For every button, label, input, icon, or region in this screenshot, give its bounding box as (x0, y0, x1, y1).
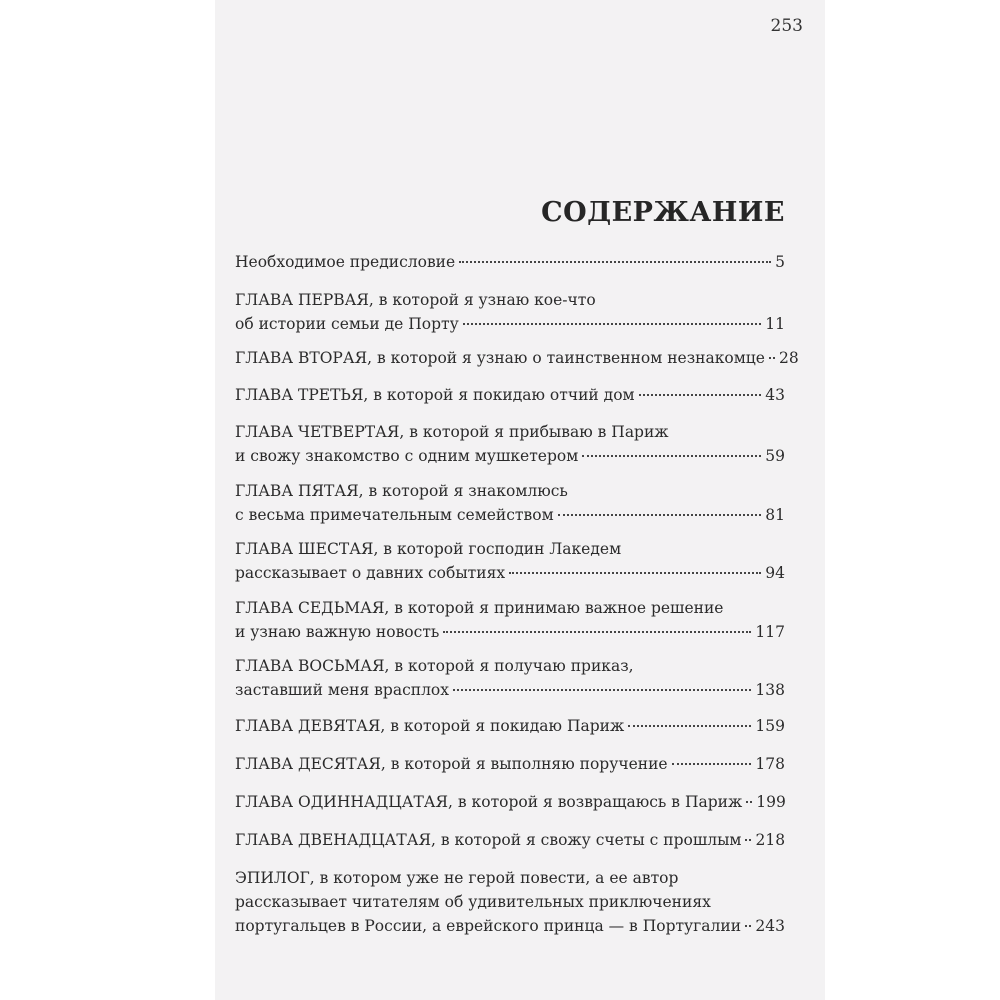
dot-leader (509, 572, 761, 574)
toc-entry[interactable] (235, 714, 785, 738)
toc-entry-line: Необходимое предисловие (235, 253, 456, 271)
toc-entry[interactable] (235, 288, 785, 336)
toc-entry[interactable] (235, 828, 785, 852)
toc-entry-line: рассказывает о давних событиях (235, 564, 506, 582)
toc-page-number: 159 (755, 717, 785, 735)
toc-entry-line: ГЛАВА ДВЕНАДЦАТАЯ, в которой я свожу счеты с прошлым (235, 831, 742, 849)
toc-entry-line: заставший меня врасплох (235, 681, 450, 699)
dot-leader (746, 801, 752, 803)
toc-page-number: 43 (765, 386, 785, 404)
toc-entry-line: ГЛАВА ОДИННАДЦАТАЯ, в которой я возвращаюсь в Париж (235, 793, 743, 811)
toc-entry-line: и свожу знакомство с одним мушкетером (235, 447, 579, 465)
toc-entry-line: с весьма примечательным семейством (235, 506, 554, 524)
dot-leader (745, 839, 751, 841)
toc-entry-line: ГЛАВА ПЕРВАЯ, в которой я узнаю кое-что (235, 291, 596, 309)
toc-entry[interactable] (235, 537, 785, 585)
dot-leader (463, 323, 762, 325)
toc-entry-line: рассказывает читателям об удивительных приключениях (235, 893, 711, 911)
toc-entry-line: и узнаю важную новость (235, 623, 440, 641)
dot-leader (558, 514, 762, 516)
toc-page-number: 28 (778, 349, 799, 367)
dot-leader (443, 631, 751, 633)
toc-title: СОДЕРЖАНИЕ (541, 197, 785, 228)
toc-entry-line: ГЛАВА ДЕВЯТАЯ, в которой я покидаю Париж (235, 717, 625, 735)
dot-leader (769, 357, 775, 359)
dot-leader (745, 925, 751, 927)
toc-entry[interactable] (235, 346, 799, 370)
toc-entry-line: об истории семьи де Порту (235, 315, 459, 333)
toc-entry-line: ГЛАВА ДЕСЯТАЯ, в которой я выполняю поручение (235, 755, 668, 773)
toc-page-number: 81 (765, 506, 785, 524)
dot-leader (672, 763, 752, 765)
page-number: 253 (770, 16, 803, 36)
toc-page-number: 218 (755, 831, 786, 849)
toc-entry-line: ГЛАВА ВТОРАЯ, в которой я узнаю о таинственном незнакомце (235, 349, 765, 367)
toc-entry-line: ГЛАВА ШЕСТАЯ, в которой господин Лакедем (235, 540, 622, 558)
toc-entry-line: португальцев в России, а еврейского принца — в Португалии (235, 917, 742, 935)
toc-page-number: 5 (775, 253, 785, 271)
toc-page-number: 243 (755, 917, 785, 935)
toc-entry-line: ЭПИЛОГ, в котором уже не герой повести, а ее автор (235, 869, 679, 887)
toc-page-number: 117 (755, 623, 785, 641)
dot-leader (459, 261, 771, 263)
toc-page-number: 199 (756, 793, 786, 811)
toc-entry[interactable] (235, 250, 785, 274)
toc-entry[interactable] (235, 420, 785, 468)
toc-entry[interactable] (235, 383, 785, 407)
toc-entry[interactable] (235, 479, 785, 527)
toc-page-number: 59 (765, 447, 785, 465)
toc-page-number: 178 (755, 755, 785, 773)
toc-entry[interactable] (235, 596, 785, 644)
toc-entry-line: ГЛАВА ПЯТАЯ, в которой я знакомлюсь (235, 482, 568, 500)
toc-entry[interactable] (235, 866, 785, 938)
toc-entry-line: ГЛАВА ВОСЬМАЯ, в которой я получаю приказ, (235, 657, 634, 675)
toc-entry[interactable] (235, 654, 785, 702)
toc-page-number: 94 (765, 564, 785, 582)
dot-leader (639, 394, 762, 396)
book-page (215, 0, 825, 1000)
dot-leader (453, 689, 751, 691)
toc-page-number: 11 (765, 315, 785, 333)
dot-leader (628, 725, 751, 727)
toc-entry-line: ГЛАВА ЧЕТВЕРТАЯ, в которой я прибываю в Париж (235, 423, 669, 441)
toc-entry[interactable] (235, 790, 785, 814)
toc-entry-line: ГЛАВА ТРЕТЬЯ, в которой я покидаю отчий дом (235, 386, 635, 404)
toc-page-number: 138 (755, 681, 785, 699)
dot-leader (582, 455, 761, 457)
toc-entry[interactable] (235, 752, 785, 776)
toc-entry-line: ГЛАВА СЕДЬМАЯ, в которой я принимаю важное решение (235, 599, 724, 617)
